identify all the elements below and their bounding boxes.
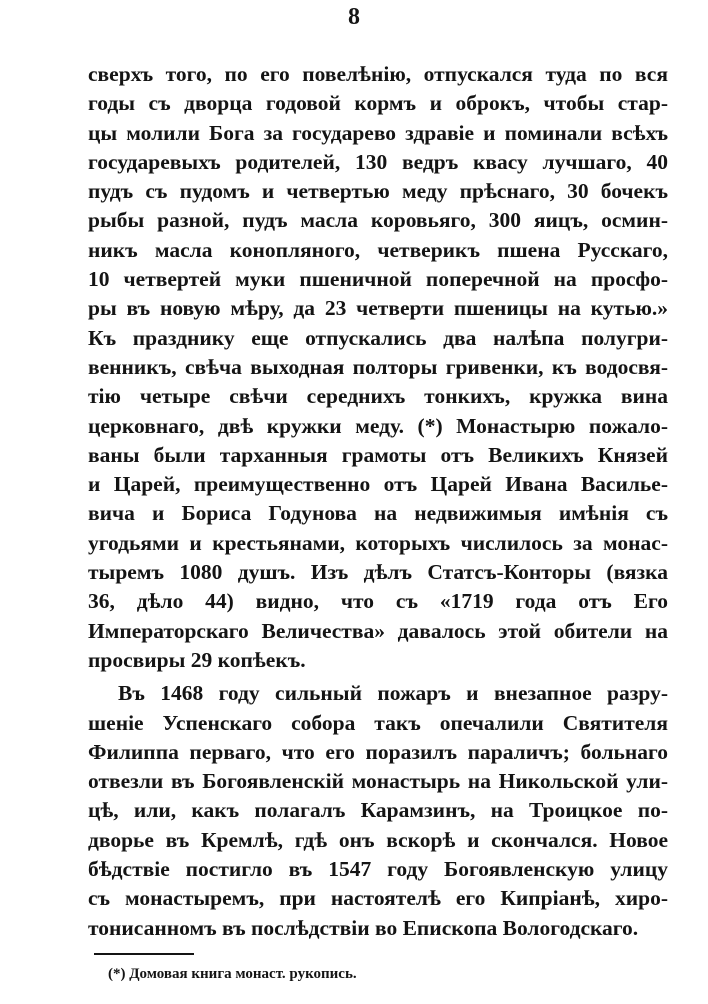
text-line: цѣ, или, какъ полагалъ Карамзинъ, на Троицкое по- [88,798,668,823]
page-number: 8 [348,4,360,30]
text-line: пудъ съ пудомъ и четвертью меду прѣснаго, 30 бочекъ [88,179,668,204]
paragraph [88,60,668,675]
text-line: и Царей, преимущественно отъ Царей Ивана Василье- [88,472,668,497]
text-line: отвезли въ Богоявленскій монастырь на Никольской ули- [88,769,668,794]
text-line: тію четыре свѣчи середнихъ тонкихъ, кружка вина [88,384,668,409]
text-line: тыремъ 1080 душъ. Изъ дѣлъ Статсъ-Конторы (вязка [88,560,668,585]
text-line: рыбы разной, пудъ масла коровьяго, 300 яицъ, осмин- [88,208,668,233]
footnote: (*) Домовая книга монаст. рукопись. [108,966,357,982]
body-text [88,60,668,943]
text-line: Императорскаго Величества» давалось этой обители на [88,618,668,643]
footnote-divider [94,953,194,955]
text-line: Къ празднику еще отпускались два налѣпа полугри- [88,325,668,350]
text-line: венникъ, свѣча выходная полторы гривенки, къ водосвя- [88,354,668,379]
text-line: годы съ дворца годовой кормъ и оброкъ, чтобы стар- [88,91,668,116]
text-line: Въ 1468 году сильный пожаръ и внезапное разру- [118,681,668,706]
text-line: никъ масла конопляного, четверикъ пшена Русскаго, [88,237,668,262]
text-line: церковнаго, двѣ кружки меду. (*) Монастырю пожало- [88,413,668,438]
text-line: цы молили Бога за государево здравіе и поминали всѣхъ [88,120,668,145]
text-line: 10 четвертей муки пшеничной поперечной на просфо- [88,267,668,292]
text-line: 36, дѣло 44) видно, что съ «1719 года отъ Его [88,589,668,614]
text-line: вича и Бориса Годунова на недвижимыя имѣнія съ [88,501,668,526]
text-line: дворье въ Кремлѣ, гдѣ онъ вскорѣ и скончался. Новое [88,827,668,852]
paragraph [88,679,668,943]
text-line: сверхъ того, по его повелѣнію, отпускался туда по вся [88,62,668,86]
text-line: угодьями и крестьянами, которыхъ числилось за монас- [88,530,668,555]
text-line: бѣдствіе постигло въ 1547 году Богоявленскую улицу [88,857,668,882]
text-line: тонисанномъ въ послѣдствіи во Епископа Вологодскаго. [88,915,639,940]
text-line: съ монастыремъ, при настоятелѣ его Кипріанѣ, хиро- [88,886,668,911]
text-line: шеніе Успенскаго собора такъ опечалили Святителя [88,710,668,735]
text-line: Филиппа перваго, что его поразилъ параличъ; больнаго [88,739,668,764]
text-line: ры въ новую мѣру, да 23 четверти пшеницы на кутью.» [88,296,668,321]
text-line: ваны были тарханныя грамоты отъ Великихъ Князей [88,442,668,467]
text-line: просвиры 29 копѣекъ. [88,647,306,672]
text-line: государевыхъ родителей, 130 ведръ квасу лучшаго, 40 [88,149,668,174]
